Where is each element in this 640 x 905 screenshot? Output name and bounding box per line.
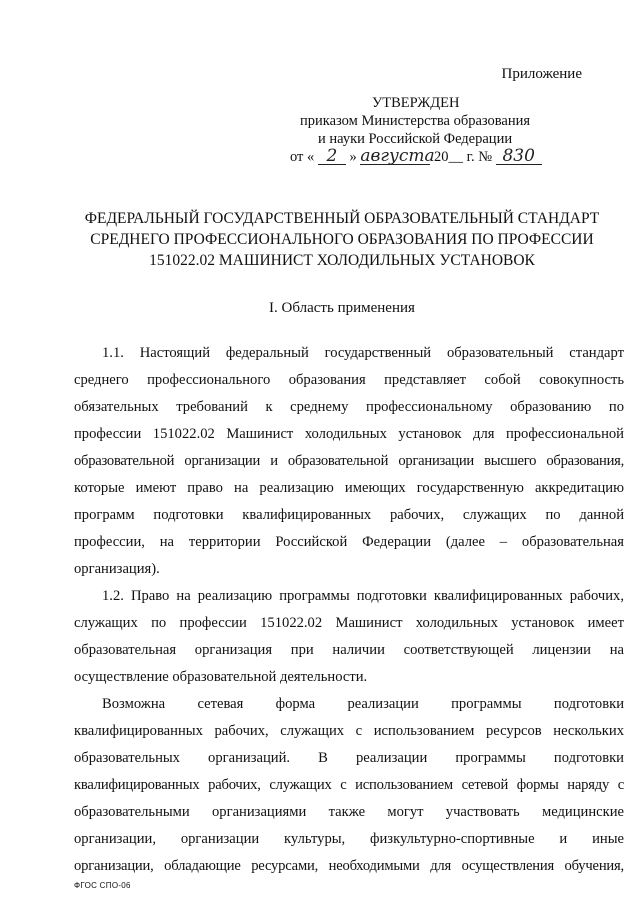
document-title <box>60 208 624 271</box>
paragraph-1-1 <box>74 340 624 583</box>
text-line: квалифицированных рабочих, служащих с использованием ресурсов нескольких <box>74 723 624 739</box>
text-line: квалифицированных рабочих, служащих с использованием сетевой формы наряду с <box>74 777 624 793</box>
text-line: программ подготовки квалифицированных рабочих, служащих по данной <box>74 507 624 523</box>
approval-block <box>290 94 570 166</box>
text-line: организации, обладающие ресурсами, необходимыми для осуществления обучения, <box>74 858 624 874</box>
text-line: образовательная организация при наличии соответствующей лицензии на <box>74 642 624 658</box>
order-number-handwritten: 830 <box>496 148 542 165</box>
date-month-handwritten: августа <box>360 146 435 166</box>
document-body <box>74 340 624 880</box>
title-line-2: СРЕДНЕГО ПРОФЕССИОНАЛЬНОГО ОБРАЗОВАНИЯ ПО ПРОФЕССИИ <box>90 231 594 248</box>
text-line: образовательных организаций. В реализации программы подготовки <box>74 750 624 766</box>
date-prefix: от « <box>290 149 315 165</box>
text-line: среднего профессионального образования представляет собой совокупность <box>74 372 624 388</box>
date-mid: » <box>349 149 357 165</box>
text-line: 1.2. Право на реализацию программы подготовки квалифицированных рабочих, <box>102 588 624 604</box>
title-line-3: 151022.02 МАШИНИСТ ХОЛОДИЛЬНЫХ УСТАНОВОК <box>149 252 535 269</box>
order-date-line <box>290 148 570 166</box>
date-day-handwritten: 2 <box>318 148 346 165</box>
approved-label: УТВЕРЖДЕН <box>372 95 460 111</box>
text-line: организации, организации культуры, физкультурно-спортивные и иные <box>74 831 624 847</box>
date-year: 20__ г. № <box>434 149 493 165</box>
text-line: обязательных требований к среднему профессиональному образованию по <box>74 399 624 415</box>
footer-code: ФГОС СПО-06 <box>74 881 131 890</box>
text-line: Возможна сетевая форма реализации программы подготовки <box>102 696 624 712</box>
text-line: осуществление образовательной деятельности. <box>74 669 368 685</box>
text-line: профессии 151022.02 Машинист холодильных установок для профессиональной <box>74 426 624 442</box>
text-line: образовательными организациями также могут участвовать медицинские <box>74 804 624 820</box>
paragraph-network-form <box>74 691 624 880</box>
text-line: профессии, на территории Российской Федерации (далее – образовательная <box>74 534 624 550</box>
order-line-2: и науки Российской Федерации <box>318 131 513 147</box>
paragraph-1-2 <box>74 583 624 691</box>
text-line: организация). <box>74 561 160 577</box>
appendix-label: Приложение <box>501 66 582 82</box>
text-line: которые имеют право на реализацию имеющих государственную аккредитацию <box>74 480 624 496</box>
text-line: служащих по профессии 151022.02 Машинист холодильных установок имеет <box>74 615 624 631</box>
title-line-1: ФЕДЕРАЛЬНЫЙ ГОСУДАРСТВЕННЫЙ ОБРАЗОВАТЕЛЬНЫЙ СТАНДАРТ <box>84 210 600 227</box>
order-line-1: приказом Министерства образования <box>300 113 531 129</box>
text-line: 1.1. Настоящий федеральный государственный образовательный стандарт <box>102 345 624 361</box>
section-heading: I. Область применения <box>269 300 415 316</box>
text-line: образовательной организации и образовательной организации высшего образования, <box>74 453 624 469</box>
